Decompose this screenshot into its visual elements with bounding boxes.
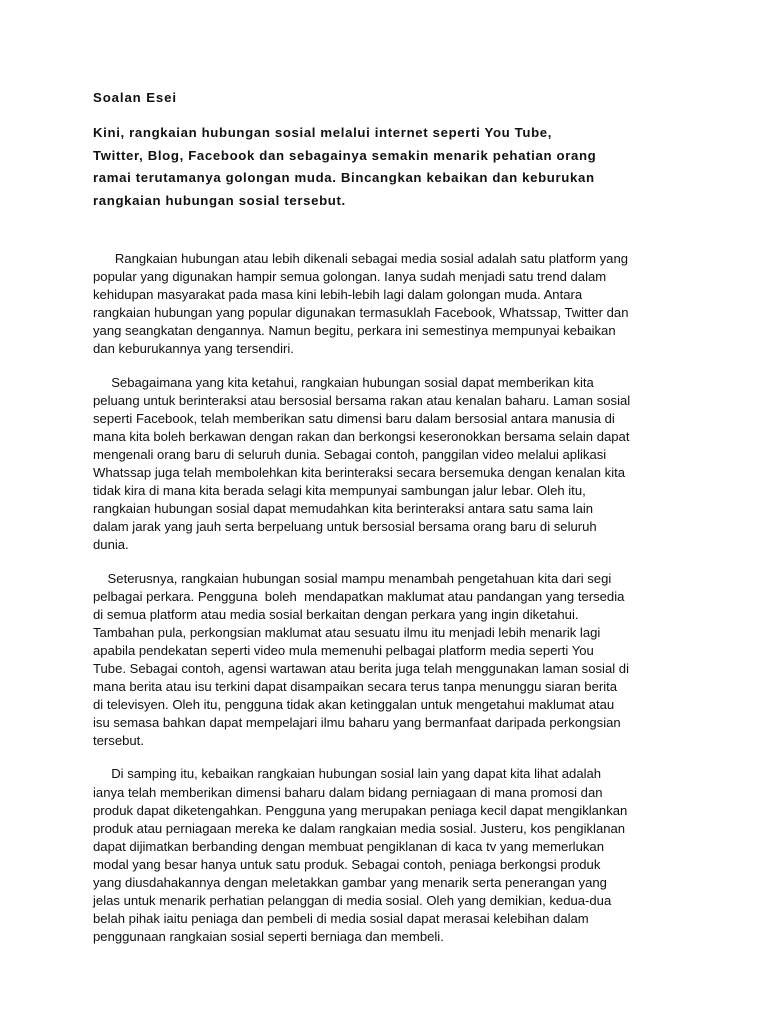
paragraph-line: Seterusnya, rangkaian hubungan sosial mampu menambah pengetahuan kita dari segi <box>93 570 612 586</box>
paragraph-line: tersebut. <box>93 733 144 749</box>
paragraph-line: dapat dijimatkan berbanding dengan membuat pengiklanan di kaca tv yang memerlukan <box>93 838 604 854</box>
question-line: Kini, rangkaian hubungan sosial melalui internet seperti You Tube, <box>93 125 553 140</box>
paragraph-line: rangkaian hubungan yang popular digunakan termasuklah Facebook, Whatssap, Twitter dan <box>93 305 629 321</box>
paragraph-line: produk atau perniagaan mereka ke dalam rangkaian media sosial. Justeru, kos pengiklanan <box>93 820 626 836</box>
paragraph-line: rangkaian hubungan sosial dapat memudahkan kita berinteraksi antara satu sama lain <box>93 501 594 517</box>
paragraph-line: Di samping itu, kebaikan rangkaian hubungan sosial lain yang dapat kita lihat adalah <box>93 766 602 782</box>
paragraph-line: Sebagaimana yang kita ketahui, rangkaian hubungan sosial dapat memberikan kita <box>93 374 594 390</box>
paragraph-line: mana kita boleh berkawan dengan rakan dan berkongsi keseronokkan bersama selain dapat <box>93 428 630 444</box>
paragraph-line: mana berita atau isu terkini dapat disampaikan secara terus tanpa menunggu siaran berita <box>93 679 618 695</box>
essay-question <box>93 122 683 212</box>
paragraph-line: di televisyen. Oleh itu, pengguna tidak akan ketinggalan untuk mengetahui maklumat atau <box>93 697 615 713</box>
essay-paragraph-intro <box>93 250 691 359</box>
paragraph-line: dalam jarak yang jauh serta berpeluang untuk bersosial bersama orang baru di seluruh <box>93 519 597 535</box>
paragraph-line: Rangkaian hubungan atau lebih dikenali sebagai media sosial adalah satu platform yang <box>93 251 629 266</box>
paragraph-line: mengenali orang baru di seluruh dunia. Sebagai contoh, panggilan video melalui aplikasi <box>93 446 607 462</box>
paragraph-line: kehidupan masyarakat pada masa kini lebih-lebih lagi dalam golongan muda. Antara <box>93 287 583 303</box>
paragraph-line: tidak kira di mana kita berada selagi kita mempunyai sambungan jalur lebar. Oleh itu, <box>93 483 586 499</box>
question-line: Twitter, Blog, Facebook dan sebagainya semakin menarik pehatian orang <box>93 147 597 163</box>
paragraph-line: Whatssap juga telah membolehkan kita berinteraksi secara bersemuka dengan kenalan kita <box>93 465 626 481</box>
paragraph-line: yang seangkatan dengannya. Namun begitu, perkara ini semestinya mempunyai kebaikan <box>93 323 616 339</box>
document-heading: Soalan Esei <box>93 90 177 105</box>
paragraph-line: pelbagai perkara. Pengguna boleh mendapatkan maklumat atau pandangan yang tersedia <box>93 588 625 604</box>
essay-paragraph-knowledge <box>93 570 691 751</box>
paragraph-line: penggunaan rangkaian sosial seperti berniaga dan membeli. <box>93 929 444 945</box>
essay-paragraph-interaction <box>93 374 691 555</box>
paragraph-line: dan keburukannya yang tersendiri. <box>93 341 294 357</box>
paragraph-line: belah pihak iaitu peniaga dan pembeli di media sosial dapat merasai kelebihan dalam <box>93 911 589 927</box>
paragraph-line: yang diusdahakannya dengan meletakkan gambar yang menarik serta penerangan yang <box>93 875 607 890</box>
paragraph-line: jelas untuk menarik perhatian pelanggan di media sosial. Oleh yang demikian, kedua-dua <box>93 893 612 909</box>
paragraph-line: Tambahan pula, perkongsian maklumat atau sesuatu ilmu itu menjadi lebih menarik lagi <box>93 624 601 640</box>
paragraph-line: di semua platform atau media sosial berkaitan dengan perkara yang ingin diketahui. <box>93 606 579 622</box>
paragraph-line: dunia. <box>93 537 129 553</box>
paragraph-line: peluang untuk berinteraksi atau bersosial bersama rakan atau kenalan baharu. Laman sosial <box>93 392 631 408</box>
paragraph-line: apabila pendekatan seperti video mula memenuhi pelbagai platform media seperti You <box>93 642 594 658</box>
essay-paragraph-business <box>93 765 691 946</box>
paragraph-line: ianya telah memberikan dimensi baharu dalam bidang perniagaan di mana promosi dan <box>93 784 603 800</box>
question-line: rangkaian hubungan sosial tersebut. <box>93 192 346 208</box>
question-line: ramai terutamanya golongan muda. Bincangkan kebaikan dan keburukan <box>93 170 595 185</box>
paragraph-line: modal yang besar hanya untuk satu produk. Sebagai contoh, peniaga berkongsi produk <box>93 856 601 872</box>
paragraph-line: isu semasa bahkan dapat mempelajari ilmu baharu yang bermanfaat daripada perkongsian <box>93 715 621 731</box>
paragraph-line: popular yang digunakan hampir semua golongan. Ianya sudah menjadi satu trend dalam <box>93 269 607 285</box>
paragraph-line: Tube. Sebagai contoh, agensi wartawan atau berita juga telah menggunakan laman sosial di <box>93 660 629 676</box>
paragraph-line: produk dapat diketengahkan. Pengguna yang merupakan peniaga kecil dapat mengiklankan <box>93 802 628 818</box>
paragraph-line: seperti Facebook, telah memberikan satu dimensi baru dalam bersosial antara manusia di <box>93 410 615 426</box>
essay-body <box>93 250 691 961</box>
